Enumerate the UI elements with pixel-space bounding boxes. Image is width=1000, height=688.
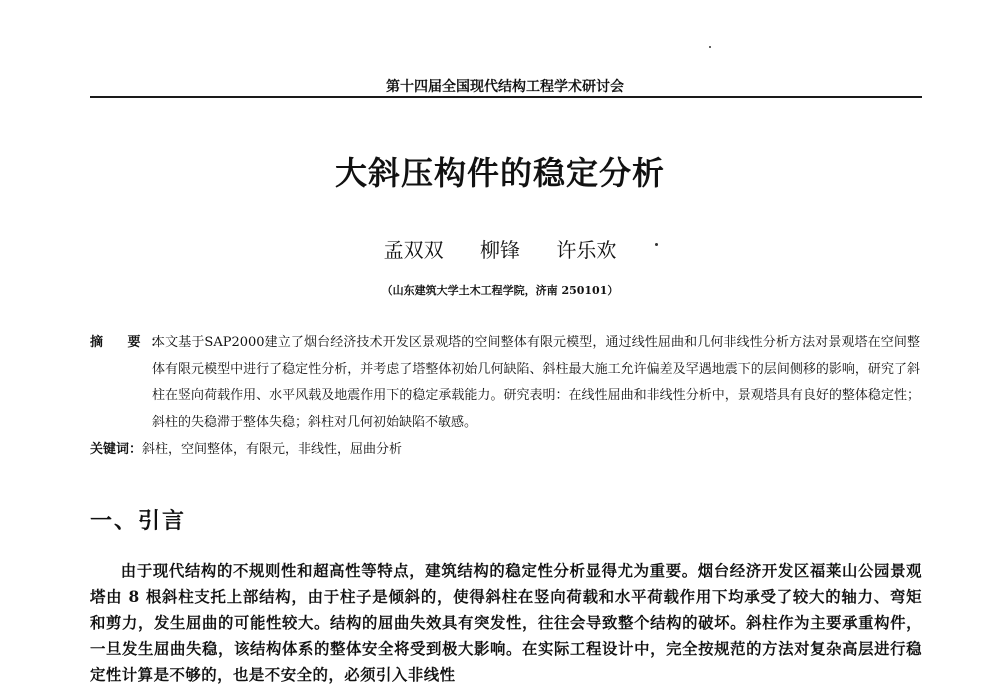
scan-speck [709, 46, 711, 48]
affiliation: （山东建筑大学土木工程学院，济南 250101） [381, 284, 619, 297]
running-head: 第十四届全国现代结构工程学术研讨会 [386, 79, 624, 95]
author-list [0, 234, 1000, 263]
paper-title: 大斜压构件的稳定分析 [334, 154, 665, 192]
header-rule [90, 96, 922, 98]
intro-paragraph: 由于现代结构的不规则性和超高性等特点，建筑结构的稳定性分析显得尤为重要。烟台经济开发区福莱山公园景观塔由 8 根斜柱支托上部结构，由于柱子是倾斜的，使得斜柱在竖向荷载和水平荷载作用下均承受了较大的轴力、弯矩和剪力，发生屈曲的可能性较大。结构的屈曲失效具有突发性，往往会导致整个结构的破坏。斜柱作为主要承重构件，一旦发生屈曲失稳，该结构体系的整体安全将受到极大影响。在实际工程设计中，完全按规范的方法对复杂高层进行稳定性计算是不够的，也是不安全的，必须引入非线性 [90, 562, 922, 684]
abstract-text: 本文基于SAP2000建立了烟台经济技术开发区景观塔的空间整体有限元模型，通过线性屈曲和几何非线性分析方法对景观塔在空间整体有限元模型中进行了稳定性分析，并考虑了塔整体初始几何缺陷、斜柱最大施工允许偏差及罕遇地震下的层间侧移的影响，研究了斜柱在竖向荷载作用、水平风载及地震作用下的稳定承载能力。研究表明：在线性屈曲和非线性分析中，景观塔具有良好的整体稳定性；斜柱的失稳滞于整体失稳；斜柱对几何初始缺陷不敏感。 [152, 335, 920, 430]
keywords-text: 斜柱，空间整体，有限元，非线性，屈曲分析 [142, 442, 403, 457]
keywords [90, 437, 920, 463]
section-heading: 一、引言 [90, 509, 187, 534]
keywords-label: 关键词： [90, 442, 143, 457]
scan-speck [655, 243, 658, 246]
abstract-label: 摘 要： [90, 335, 174, 350]
author-name: 柳锋 [480, 238, 520, 262]
abstract [90, 330, 920, 436]
author-name: 许乐欢 [556, 238, 617, 262]
author-name: 孟双双 [383, 238, 444, 262]
